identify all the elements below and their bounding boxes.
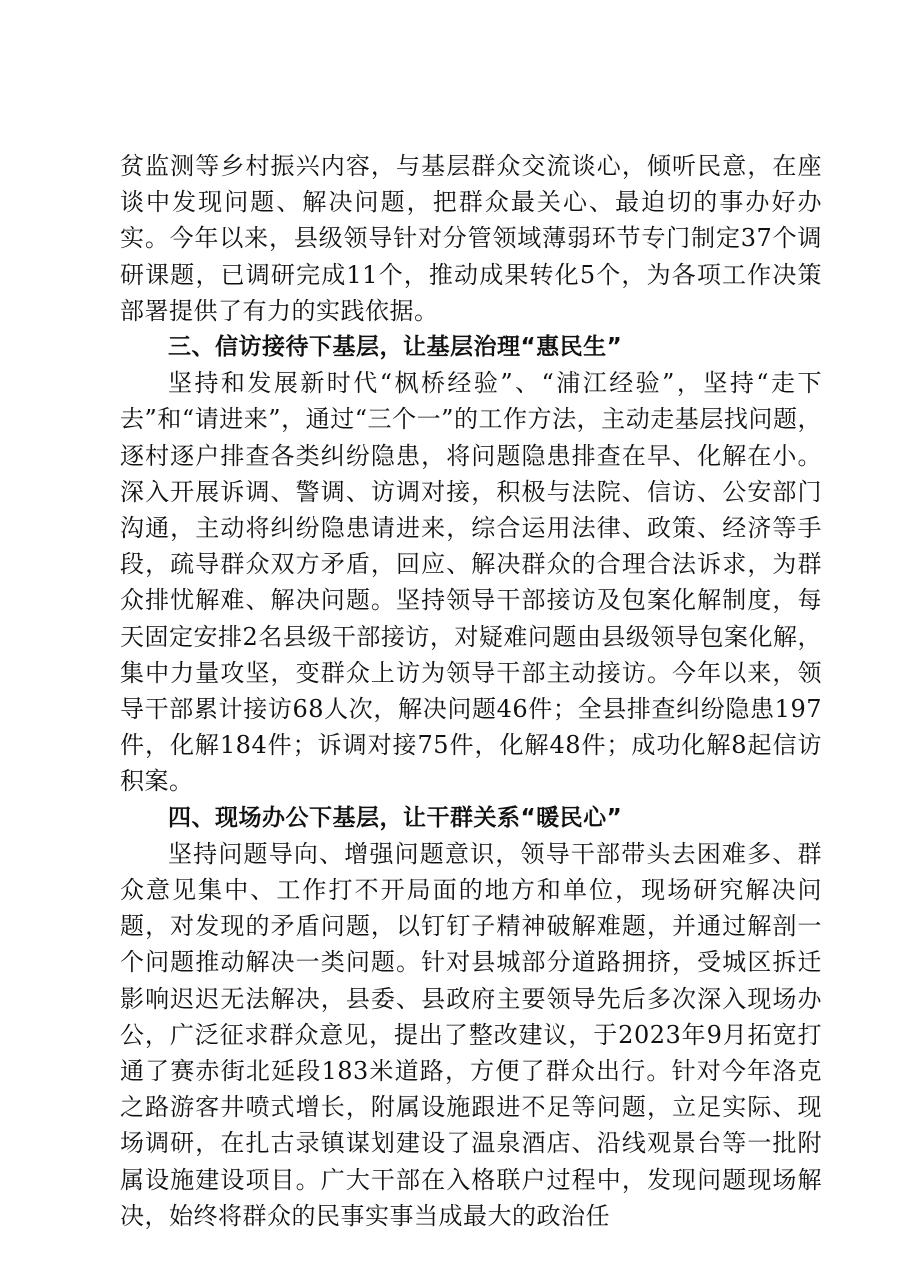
section-3-heading: 三、信访接待下基层，让基层治理“惠民生” <box>168 334 623 361</box>
continuation-paragraph: 贫监测等乡村振兴内容，与基层群众交流谈心，倾听民意，在座谈中发现问题、解决问题，把群众最关心、最迫切的事办好办实。今年以来，县级领导针对分管领域薄弱环节专门制定37个调研课题，已调研完成11个，推动成果转化5个，为各项工作决策部署提供了有力的实践依据。 <box>120 152 822 325</box>
section-4-heading: 四、现场办公下基层，让干群关系“暖民心” <box>168 804 623 831</box>
section-3-paragraph: 坚持和发展新时代“枫桥经验”、“浦江经验”，坚持“走下去”和“请进来”，通过“三个一”的工作方法，主动走基层找问题，逐村逐户排查各类纠纷隐患，将问题隐患排查在早、化解在小。深入开展诉调、警调、访调对接，积极与法院、信访、公安部门沟通，主动将纠纷隐患请进来，综合运用法律、政策、经济等手段，疏导群众双方矛盾，回应、解决群众的合理合法诉求，为群众排忧解难、解决问题。坚持领导干部接访及包案化解制度，每天固定安排2名县级干部接访，对疑难问题由县级领导包案化解，集中力量攻坚，变群众上访为领导干部主动接访。今年以来，领导干部累计接访68人次，解决问题46件；全县排查纠纷隐患197件，化解184件；诉调对接75件，化解48件；成功化解8起信访积案。 <box>120 369 822 796</box>
document-body <box>120 148 822 1234</box>
section-4-paragraph: 坚持问题导向、增强问题意识，领导干部带头去困难多、群众意见集中、工作打不开局面的地方和单位，现场研究解决问题，对发现的矛盾问题，以钉钉子精神破解难题，并通过解剖一个问题推动解决一类问题。针对县城部分道路拥挤，受城区拆迁影响迟迟无法解决，县委、县政府主要领导先后多次深入现场办公，广泛征求群众意见，提出了整改建议，于2023年9月拓宽打通了赛赤街北延段183米道路，方便了群众出行。针对今年洛克之路游客井喷式增长，附属设施跟进不足等问题，立足实际、现场调研，在扎古录镇谋划建设了温泉酒店、沿线观景台等一批附属设施建设项目。广大干部在入格联户过程中，发现问题现场解决，始终将群众的民事实事当成最大的政治任 <box>120 839 822 1230</box>
